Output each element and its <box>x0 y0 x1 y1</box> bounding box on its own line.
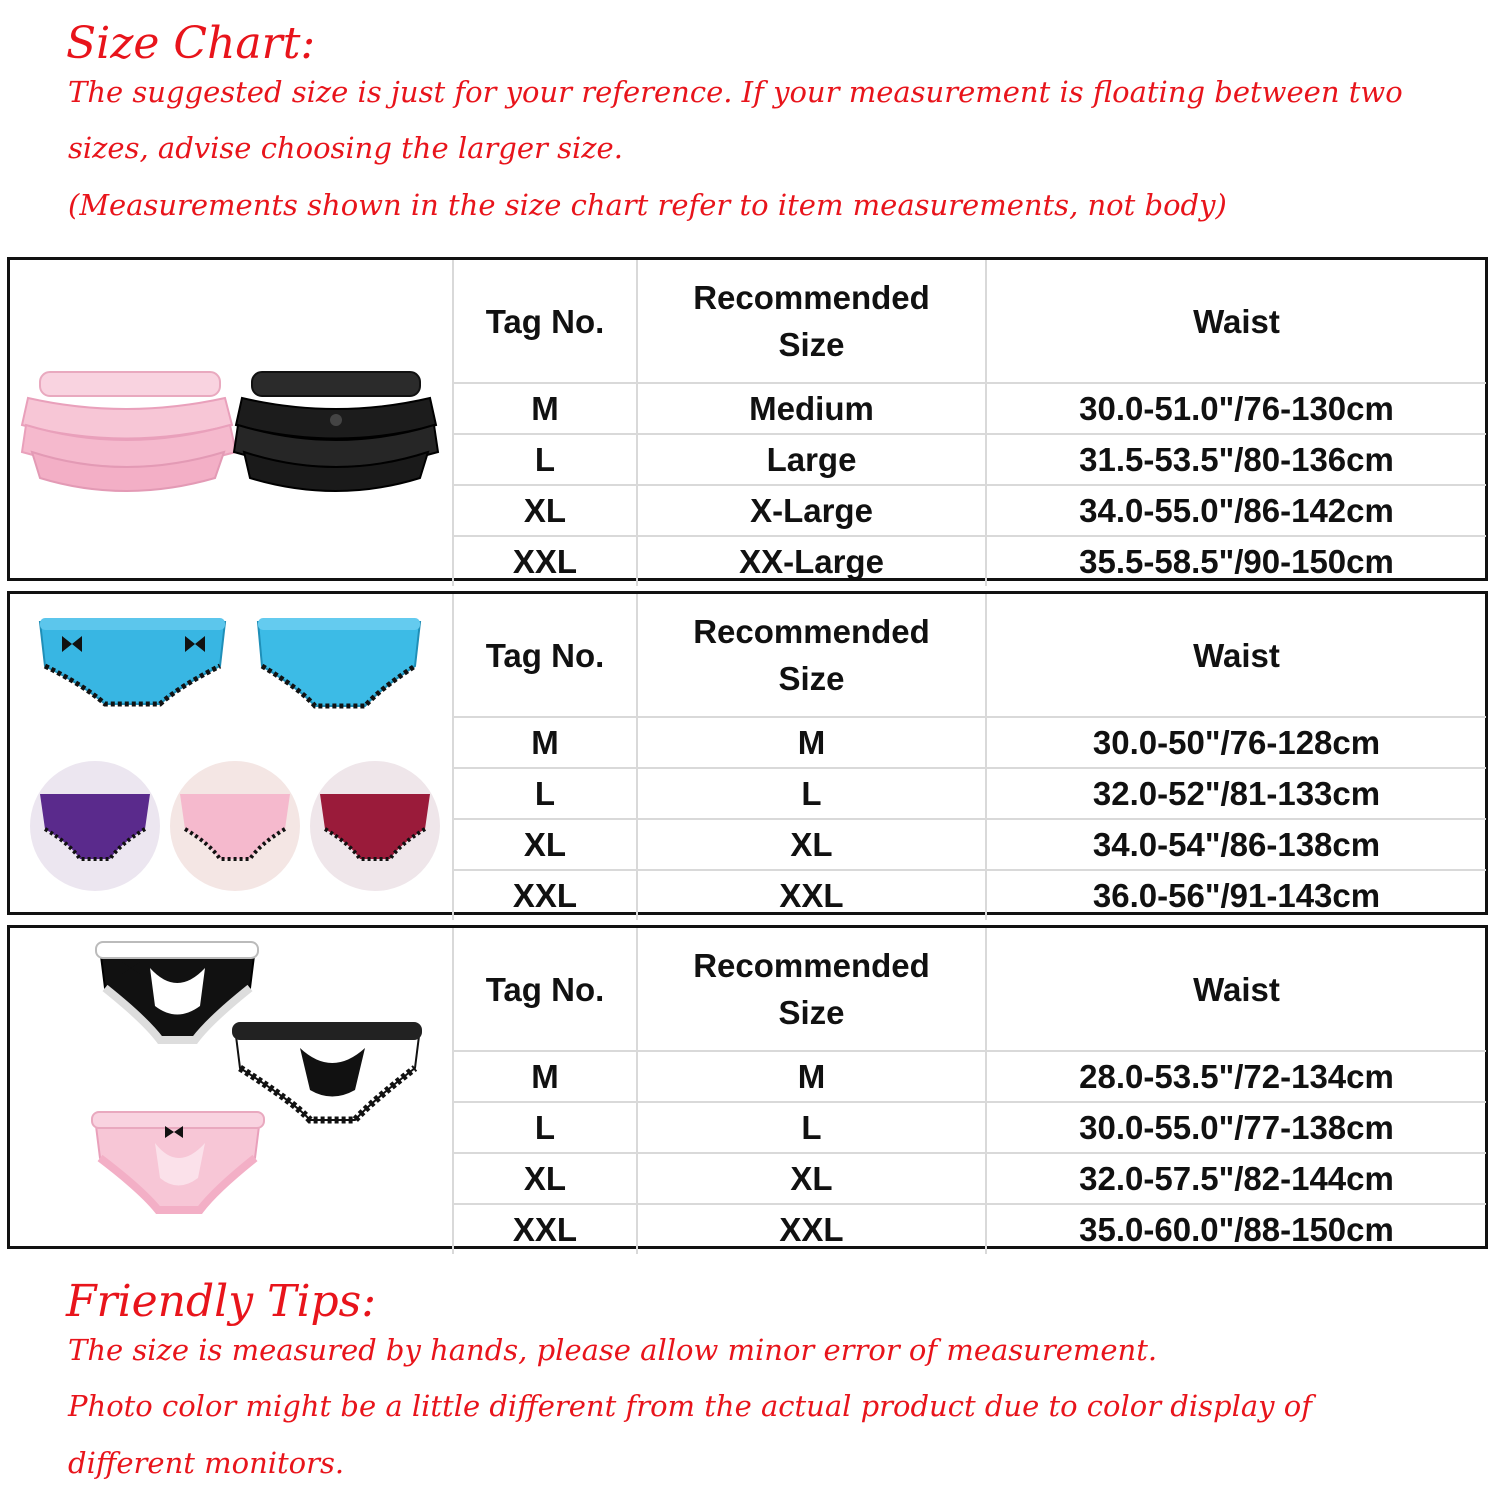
tip-line-2: Photo color might be a little different from the actual product due to color display of <box>68 1389 1312 1423</box>
table-row <box>453 717 1486 768</box>
size-cell: XXL <box>637 870 986 920</box>
tag-cell: M <box>453 717 637 768</box>
waist-cell: 28.0-53.5"/72-134cm <box>986 1051 1486 1102</box>
table-row <box>453 1051 1486 1102</box>
waist-cell: 30.0-51.0"/76-130cm <box>986 383 1486 434</box>
size-cell: XXL <box>637 1204 986 1254</box>
header-waist: Waist <box>986 928 1486 1051</box>
size-panel-lace <box>7 925 1488 1249</box>
size-cell: L <box>637 768 986 819</box>
waist-cell: 32.0-52"/81-133cm <box>986 768 1486 819</box>
product-images <box>10 594 452 912</box>
size-cell: XL <box>637 1153 986 1204</box>
tag-cell: L <box>453 768 637 819</box>
size-cell: Medium <box>637 383 986 434</box>
tag-cell: XXL <box>453 536 637 586</box>
table-row <box>453 768 1486 819</box>
waist-cell: 35.5-58.5"/90-150cm <box>986 536 1486 586</box>
header-waist: Waist <box>986 594 1486 717</box>
pink-lace-brief <box>92 1112 264 1210</box>
header-tag-no: Tag No. <box>453 260 637 383</box>
table-row <box>453 819 1486 870</box>
tag-cell: XL <box>453 485 637 536</box>
wine-brief-thumb <box>310 761 440 891</box>
intro-line-2: sizes, advise choosing the larger size. <box>68 131 623 165</box>
pink-brief-thumb <box>170 761 300 891</box>
product-images <box>10 260 452 578</box>
blue-plain-brief <box>258 618 420 706</box>
size-panel-ruffle <box>7 257 1488 581</box>
size-cell: X-Large <box>637 485 986 536</box>
friendly-tips-title: Friendly Tips: <box>66 1276 377 1327</box>
intro-line-3: (Measurements shown in the size chart refer to item measurements, not body) <box>68 188 1227 222</box>
header-tag-no: Tag No. <box>453 594 637 717</box>
table-row <box>453 1102 1486 1153</box>
size-table-2 <box>452 594 1486 920</box>
waist-cell: 30.0-55.0"/77-138cm <box>986 1102 1486 1153</box>
tag-cell: XXL <box>453 870 637 920</box>
table-row <box>453 485 1486 536</box>
waist-cell: 34.0-54"/86-138cm <box>986 819 1486 870</box>
table-row <box>453 434 1486 485</box>
black-ruffle-brief <box>234 372 438 491</box>
size-cell: XX-Large <box>637 536 986 586</box>
ruffle-briefs-illustration <box>10 260 452 578</box>
waist-cell: 36.0-56"/91-143cm <box>986 870 1486 920</box>
tag-cell: XL <box>453 1153 637 1204</box>
header-recommended-size: Recommended Size <box>637 594 986 717</box>
tag-cell: M <box>453 1051 637 1102</box>
table-row <box>453 536 1486 586</box>
table-row <box>453 1204 1486 1254</box>
header-waist: Waist <box>986 260 1486 383</box>
size-chart-title: Size Chart: <box>66 18 316 69</box>
white-black-lace-brief <box>232 1022 422 1120</box>
waist-cell: 34.0-55.0"/86-142cm <box>986 485 1486 536</box>
waist-cell: 35.0-60.0"/88-150cm <box>986 1204 1486 1254</box>
size-table-1 <box>452 260 1486 586</box>
tip-line-3: different monitors. <box>68 1446 345 1480</box>
table-row <box>453 1153 1486 1204</box>
table-row <box>453 870 1486 920</box>
tag-cell: XL <box>453 819 637 870</box>
header-recommended-size: Recommended Size <box>637 928 986 1051</box>
header-recommended-size: Recommended Size <box>637 260 986 383</box>
table-row <box>453 383 1486 434</box>
tag-cell: L <box>453 434 637 485</box>
tag-cell: L <box>453 1102 637 1153</box>
tip-line-1: The size is measured by hands, please allow minor error of measurement. <box>68 1333 1158 1367</box>
size-cell: M <box>637 717 986 768</box>
size-table-3 <box>452 928 1486 1254</box>
intro-line-1: The suggested size is just for your reference. If your measurement is floating between two <box>68 75 1403 109</box>
size-panel-satin <box>7 591 1488 915</box>
size-cell: XL <box>637 819 986 870</box>
satin-briefs-illustration <box>10 594 452 912</box>
purple-brief-thumb <box>30 761 160 891</box>
blue-bow-brief <box>40 618 225 704</box>
tag-cell: XXL <box>453 1204 637 1254</box>
pink-ruffle-brief <box>22 372 236 491</box>
header-tag-no: Tag No. <box>453 928 637 1051</box>
size-cell: L <box>637 1102 986 1153</box>
waist-cell: 30.0-50"/76-128cm <box>986 717 1486 768</box>
size-cell: Large <box>637 434 986 485</box>
tag-cell: M <box>453 383 637 434</box>
waist-cell: 31.5-53.5"/80-136cm <box>986 434 1486 485</box>
waist-cell: 32.0-57.5"/82-144cm <box>986 1153 1486 1204</box>
lace-briefs-illustration <box>10 928 452 1246</box>
product-images <box>10 928 452 1246</box>
size-cell: M <box>637 1051 986 1102</box>
